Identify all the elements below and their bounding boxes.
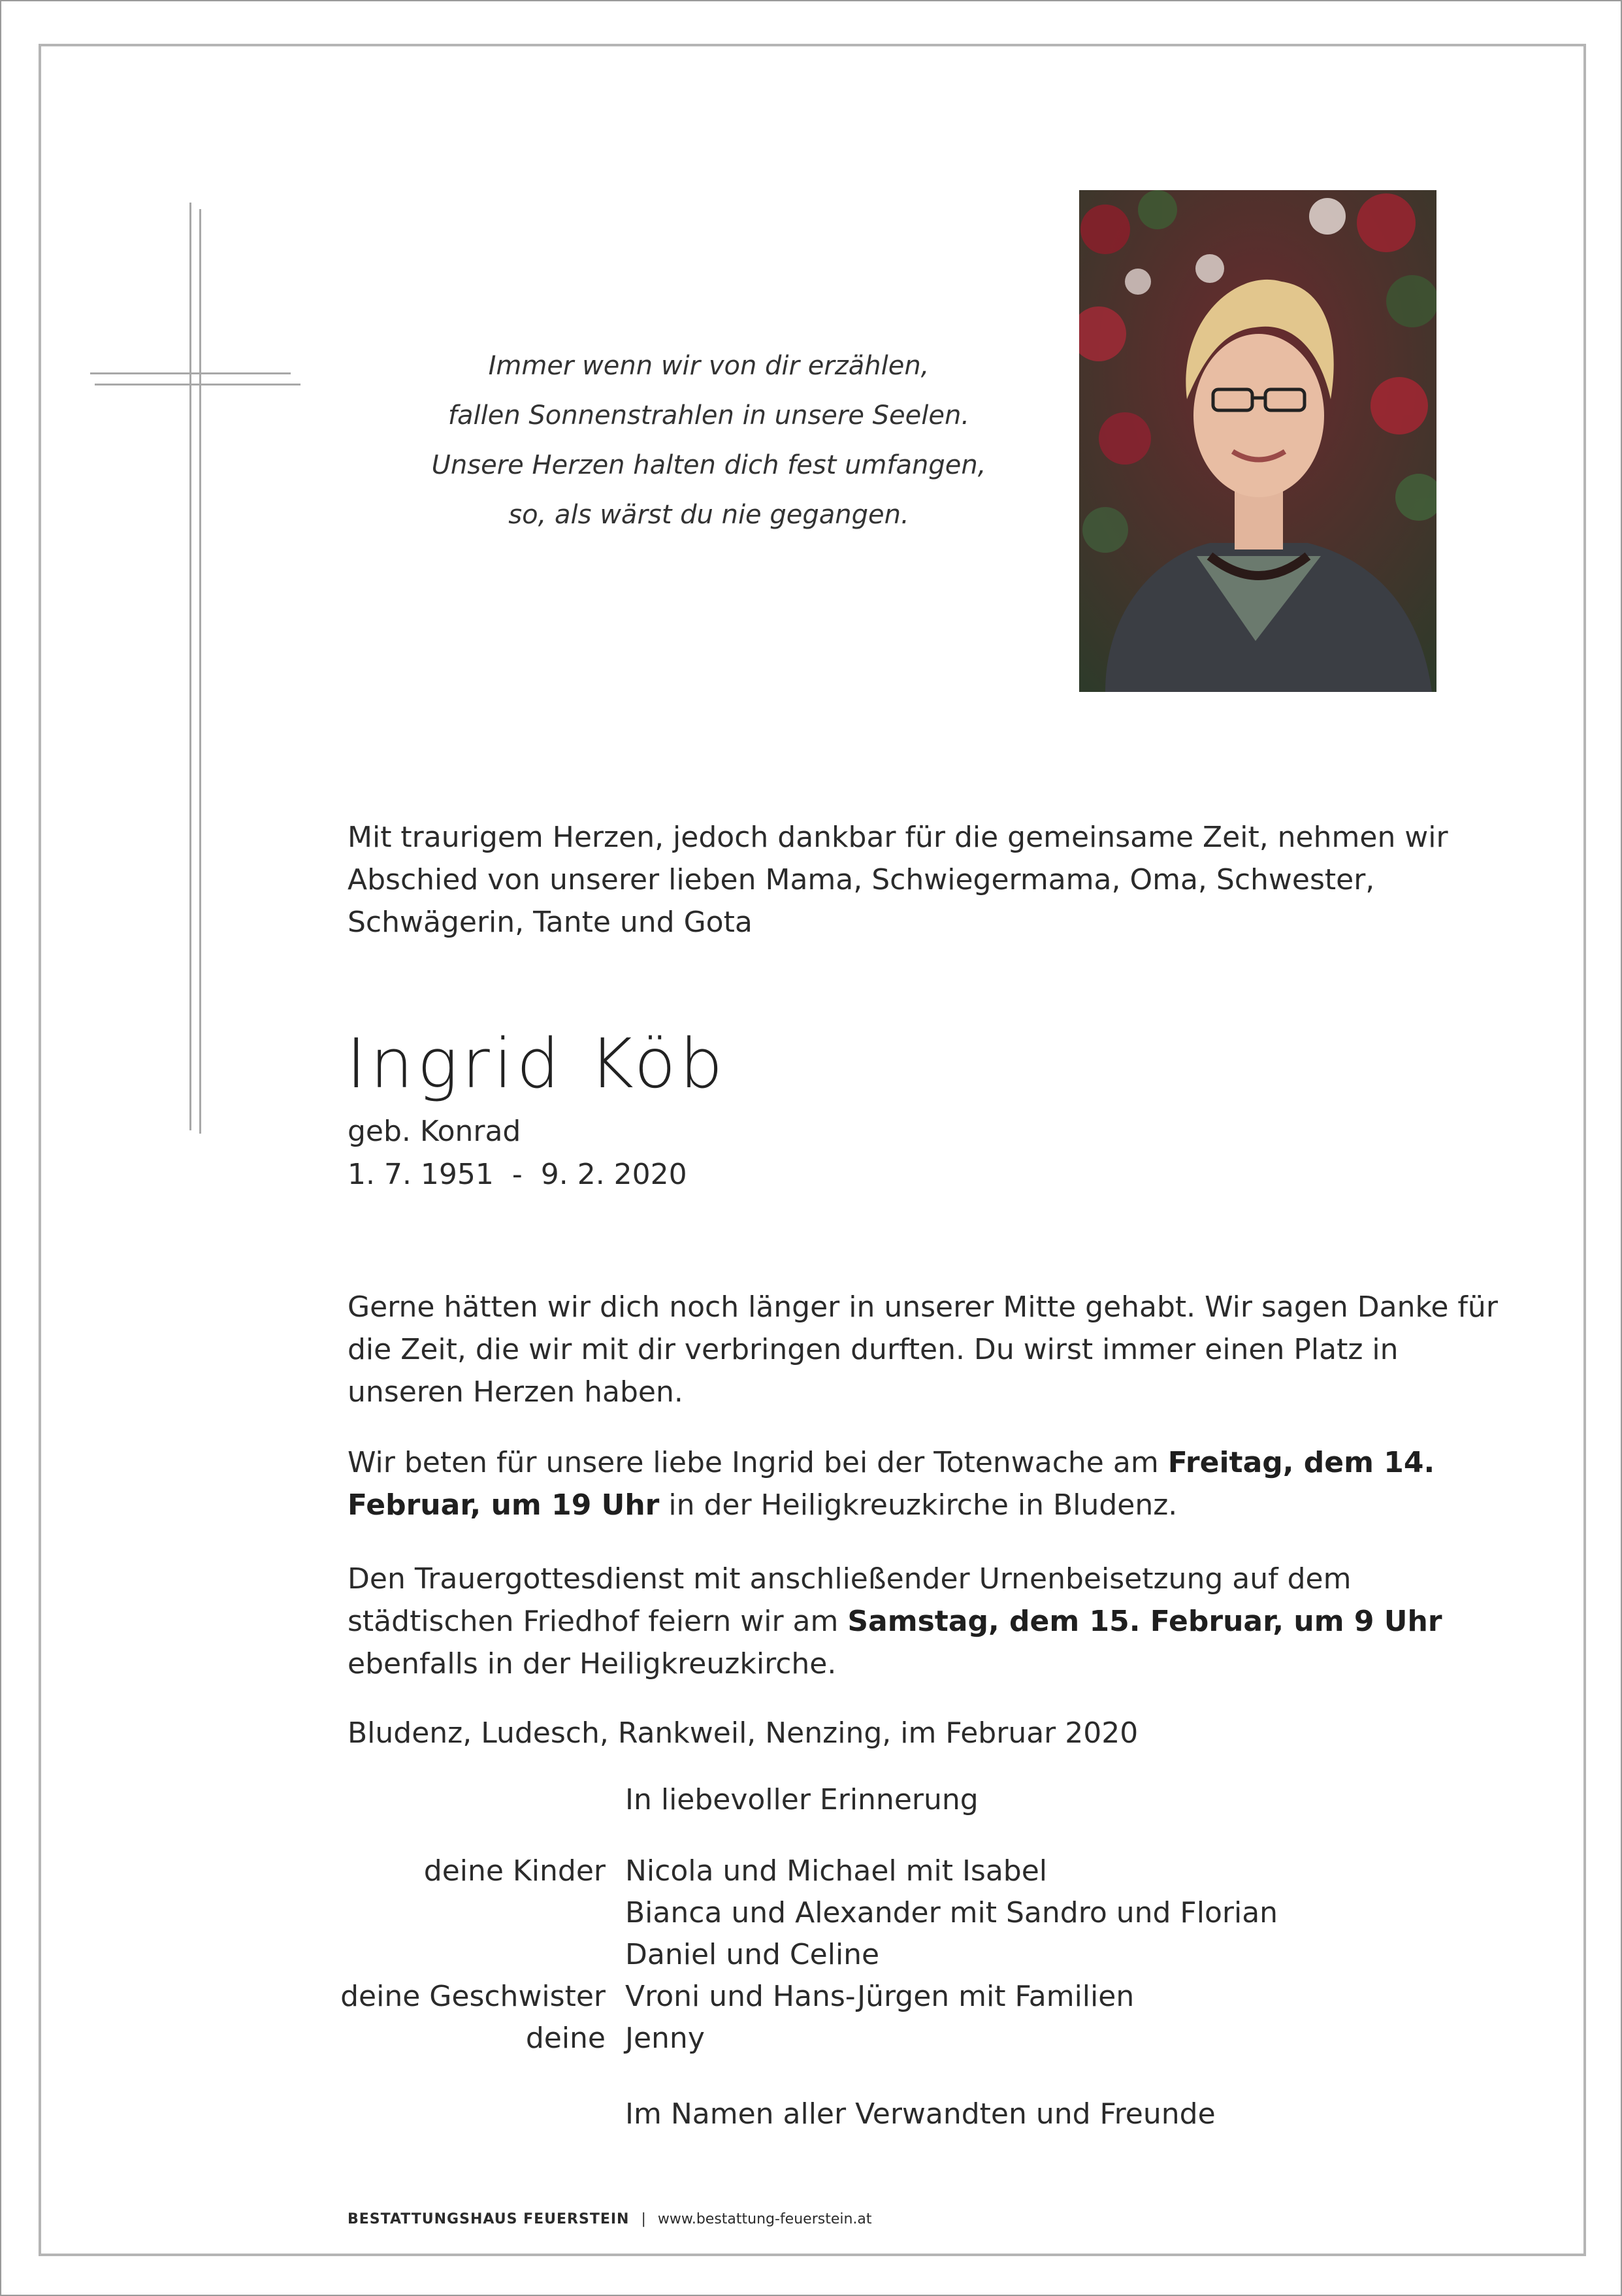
website-link[interactable]: www.bestattung-feuerstein.at [657,2211,872,2227]
paragraph-thanks: Gerne hätten wir dich noch länger in unserer Mitte gehabt. Wir sagen Danke für die Zeit, die wir mit dir verbringen durften. Du wirst immer einen Platz in unseren Herzen haben. [348,1290,1498,1409]
mourner-name: Vroni und Hans-Jürgen mit Familien [625,1980,1135,2013]
poem-line: so, als wärst du nie gegangen. [508,500,909,530]
paragraph-funeral-text: ebenfalls in der Heiligkreuzkirche. [348,1647,837,1681]
mourner-name: Jenny [625,2022,705,2055]
relation-label: deine Kinder [423,1854,606,1888]
mourner-name: Nicola und Michael mit Isabel [625,1854,1048,1888]
footer [348,2211,872,2227]
poem-line: Immer wenn wir von dir erzählen, [488,351,930,381]
signature-opening: In liebevoller Erinnerung [625,1783,979,1816]
footer-separator: | [641,2211,646,2227]
mourner-name: Bianca und Alexander mit Sandro und Florian [625,1896,1278,1929]
poem-line: fallen Sonnenstrahlen in unsere Seelen. [447,401,970,431]
life-dates: 1. 7. 1951 - 9. 2. 2020 [348,1158,687,1191]
mourner-name: Daniel und Celine [625,1938,880,1971]
paragraph-wake-text: Wir beten für unsere liebe Ingrid bei der Totenwache am [348,1446,1168,1479]
paragraph-funeral-text: Den Trauergottesdienst mit anschließender Urnenbeisetzung auf dem städtischen Friedhof feiern wir am [348,1562,1352,1638]
poem [340,341,1078,540]
paragraph-wake [348,1441,1523,1526]
funeral-date: Samstag, dem 15. Februar, um 9 Uhr [847,1605,1442,1638]
relation-label: deine [525,2022,606,2055]
place-and-date: Bludenz, Ludesch, Rankweil, Nenzing, im Februar 2020 [348,1716,1139,1750]
intro-text: Mit traurigem Herzen, jedoch dankbar für die gemeinsame Zeit, nehmen wir Abschied von unserer lieben Mama, Schwiegermama, Oma, Schwester, Schwägerin, Tante und Gota [348,821,1448,939]
birth-name: geb. Konrad [348,1115,521,1148]
wake-date: Freitag, dem 14. Februar, um 19 Uhr [348,1446,1435,1522]
poem-line: Unsere Herzen halten dich fest umfangen, [431,450,986,480]
portrait-photo [1079,190,1436,692]
paragraph-funeral [348,1558,1523,1685]
deceased-name: Ingrid Köb [346,1024,727,1104]
relation-label: deine Geschwister [340,1980,606,2013]
company-name: BESTATTUNGSHAUS FEUERSTEIN [348,2211,630,2227]
signature-closing: Im Namen aller Verwandten und Freunde [625,2097,1216,2131]
paragraph-wake-text: in der Heiligkreuzkirche in Bludenz. [659,1488,1178,1522]
